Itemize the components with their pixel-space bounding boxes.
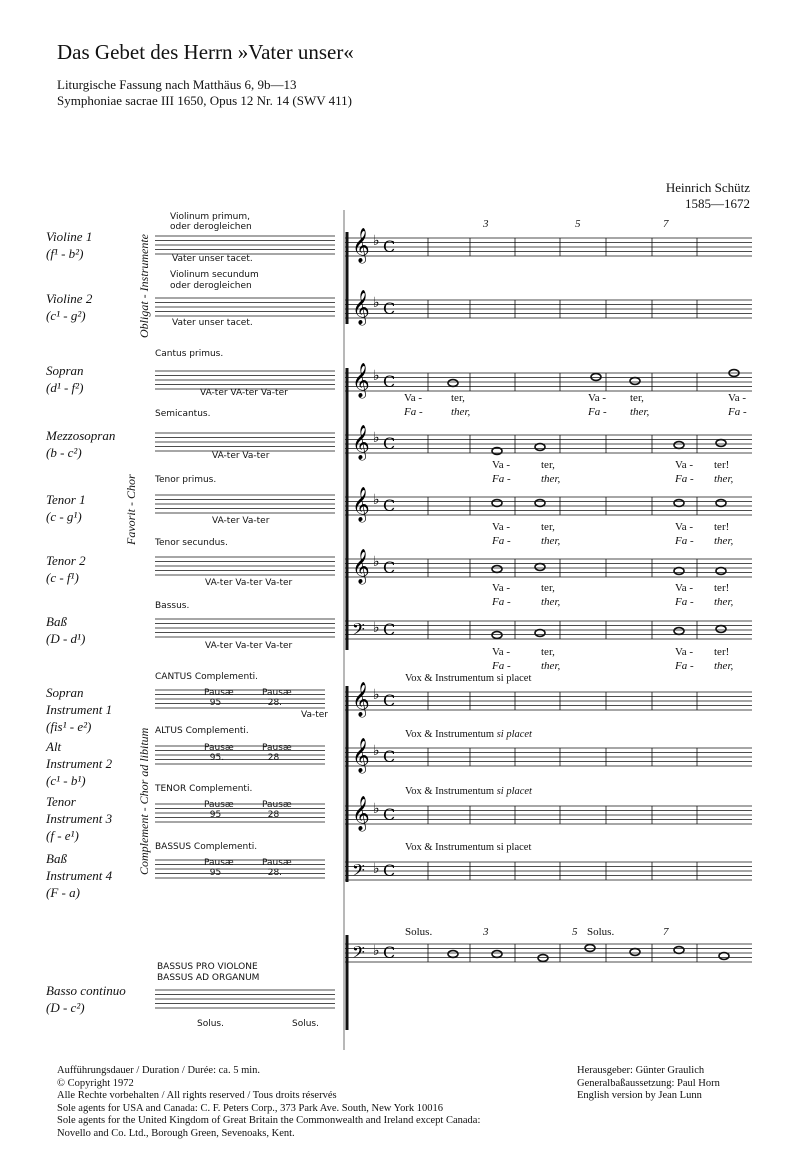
lyr-m-ther2: ther, bbox=[714, 473, 734, 485]
label-ins1: Sopran Instrument 1 (fis¹ - e²) bbox=[46, 685, 113, 734]
incipit-sopran: Cantus primus. bbox=[155, 349, 224, 359]
lyr-b-ter2: ter! bbox=[714, 646, 730, 658]
time-signature: C bbox=[383, 558, 396, 577]
lyr-t1-ter1: ter, bbox=[541, 521, 555, 533]
incipit-violin2: Violinum secundum bbox=[170, 270, 259, 280]
whole-note bbox=[674, 500, 684, 507]
treble-clef: 𝄞 bbox=[352, 290, 370, 325]
whole-note bbox=[538, 955, 548, 962]
time-signature: C bbox=[383, 747, 396, 766]
lyr-b-va1: Va - bbox=[492, 646, 511, 658]
label-sopran: Sopran (d¹ - f²) bbox=[46, 363, 84, 395]
label-mezzo: Mezzosopran (b - c²) bbox=[46, 428, 116, 460]
whole-note bbox=[448, 951, 458, 958]
whole-note bbox=[674, 628, 684, 635]
label-bass: Baß (D - d¹) bbox=[46, 614, 86, 646]
subtitle-source: Liturgische Fassung nach Matthäus 6, 9b—13 bbox=[57, 77, 297, 92]
treble-clef: 𝄞 bbox=[352, 549, 370, 584]
lyr-t2-va2: Va - bbox=[675, 582, 694, 594]
composer-name: Heinrich Schütz bbox=[665, 180, 750, 195]
label-tenor1: Tenor 1 (c - g¹) bbox=[46, 492, 86, 524]
pausae-ins1-b: Pausæ 28. bbox=[262, 688, 292, 708]
lyr-b-ter1: ter, bbox=[541, 646, 555, 658]
tacet-violin2: Vater unser tacet. bbox=[172, 318, 253, 328]
incipit-mezzo: Semicantus. bbox=[155, 409, 211, 419]
measure-7: 7 bbox=[663, 218, 669, 230]
whole-note bbox=[716, 626, 726, 633]
incipit-bc1: BASSUS PRO VIOLONE bbox=[157, 962, 258, 972]
label-tenor2: Tenor 2 (c - f¹) bbox=[46, 553, 86, 585]
vox-ins3: Vox & Instrumentum si placet bbox=[405, 786, 532, 797]
lyr-t2-ter1: ter, bbox=[541, 582, 555, 594]
old-lyric-ins1: Va-ter bbox=[301, 710, 328, 720]
label-bc: Basso continuo (D - c²) bbox=[46, 983, 126, 1015]
flat-sign: ♭ bbox=[373, 492, 380, 508]
time-signature: C bbox=[383, 943, 396, 962]
bass-clef: 𝄢 bbox=[352, 860, 365, 884]
treble-clef: 𝄞 bbox=[352, 425, 370, 460]
lyr-m-ter2: ter! bbox=[714, 459, 730, 471]
flat-sign: ♭ bbox=[373, 801, 380, 817]
time-signature: C bbox=[383, 372, 396, 391]
lyr-m-fa2: Fa - bbox=[675, 473, 694, 485]
bass-clef: 𝄢 bbox=[352, 942, 365, 966]
whole-note bbox=[448, 380, 458, 387]
lyr-t2-ter2: ter! bbox=[714, 582, 730, 594]
flat-sign: ♭ bbox=[373, 687, 380, 703]
time-signature: C bbox=[383, 434, 396, 453]
group-complement: Complement - Chor ad libitum bbox=[137, 727, 151, 875]
time-signature: C bbox=[383, 861, 396, 880]
lyr-s-ter2: ter, bbox=[630, 392, 644, 404]
lyr-t2-va1: Va - bbox=[492, 582, 511, 594]
bc-solus-1: Solus. bbox=[405, 926, 433, 938]
bc-solus-a: Solus. bbox=[197, 1019, 224, 1029]
vox-ins4: Vox & Instrumentum si placet bbox=[405, 842, 532, 853]
pausae-ins1-a: Pausæ 95 bbox=[204, 688, 234, 708]
incipit-ins2: ALTUS Complementi. bbox=[155, 726, 249, 736]
incipit-violin2b: oder derogleichen bbox=[170, 281, 252, 291]
old-lyric-bass: VA-ter Va-ter Va-ter bbox=[205, 641, 293, 651]
lyr-s-va2: Va - bbox=[588, 392, 607, 404]
lyr-t2-ther1: ther, bbox=[541, 596, 561, 608]
bc-measure-3: 3 bbox=[483, 926, 489, 938]
bc-solus-2: Solus. bbox=[587, 926, 615, 938]
subtitle-opus: Symphoniae sacrae III 1650, Opus 12 Nr. 14 (SWV 411) bbox=[57, 93, 352, 108]
incipit-ins1: CANTUS Complementi. bbox=[155, 672, 259, 682]
old-lyric-tenor1: VA-ter Va-ter bbox=[212, 516, 270, 526]
lyr-m-ther1: ther, bbox=[541, 473, 561, 485]
label-ins3: Tenor Instrument 3 (f - e¹) bbox=[46, 794, 113, 843]
measure-5: 5 bbox=[575, 218, 581, 230]
lyr-b-ther1: ther, bbox=[541, 660, 561, 672]
old-lyric-tenor2: VA-ter Va-ter Va-ter bbox=[205, 578, 293, 588]
lyr-t1-ther2: ther, bbox=[714, 535, 734, 547]
flat-sign: ♭ bbox=[373, 743, 380, 759]
label-violin2: Violine 2 (c¹ - g²) bbox=[46, 291, 93, 323]
whole-note bbox=[630, 378, 640, 385]
lyr-b-fa1: Fa - bbox=[492, 660, 511, 672]
lyr-m-va2: Va - bbox=[675, 459, 694, 471]
pausae-ins4-b: Pausæ 28. bbox=[262, 858, 292, 878]
treble-clef: 𝄞 bbox=[352, 228, 370, 263]
lyr-b-va2: Va - bbox=[675, 646, 694, 658]
whole-note bbox=[591, 374, 601, 381]
lyr-s-fa2: Fa - bbox=[588, 406, 607, 418]
whole-note bbox=[492, 500, 502, 507]
flat-sign: ♭ bbox=[373, 368, 380, 384]
flat-sign: ♭ bbox=[373, 554, 380, 570]
old-lyric-mezzo: VA-ter Va-ter bbox=[212, 451, 270, 461]
whole-note bbox=[535, 564, 545, 571]
label-ins4: Baß Instrument 4 (F - a) bbox=[46, 851, 113, 900]
whole-note bbox=[630, 949, 640, 956]
whole-note bbox=[492, 632, 502, 639]
lyr-t1-ter2: ter! bbox=[714, 521, 730, 533]
lyr-t1-ther1: ther, bbox=[541, 535, 561, 547]
incipit-tenor2: Tenor secundus. bbox=[155, 538, 228, 548]
time-signature: C bbox=[383, 237, 396, 256]
incipit-bc2: BASSUS AD ORGANUM bbox=[157, 973, 260, 983]
pausae-ins2-a: Pausæ 95. bbox=[204, 743, 234, 763]
label-violin1: Violine 1 (f¹ - b²) bbox=[46, 229, 93, 261]
lyr-s-va3: Va - bbox=[728, 392, 747, 404]
pausae-ins3-a: Pausæ 95 bbox=[204, 800, 234, 820]
lyr-t1-va2: Va - bbox=[675, 521, 694, 533]
tacet-violin1: Vater unser tacet. bbox=[172, 254, 253, 264]
treble-clef: 𝄞 bbox=[352, 487, 370, 522]
pausae-ins2-b: Pausæ 28 bbox=[262, 743, 292, 763]
whole-note bbox=[716, 440, 726, 447]
lyr-m-va1: Va - bbox=[492, 459, 511, 471]
time-signature: C bbox=[383, 620, 396, 639]
time-signature: C bbox=[383, 805, 396, 824]
flat-sign: ♭ bbox=[373, 861, 380, 877]
lyr-s-ther1: ther, bbox=[451, 406, 471, 418]
flat-sign: ♭ bbox=[373, 430, 380, 446]
whole-note bbox=[674, 568, 684, 575]
lyr-t1-fa1: Fa - bbox=[492, 535, 511, 547]
treble-clef: 𝄞 bbox=[352, 363, 370, 398]
treble-clef: 𝄞 bbox=[352, 738, 370, 773]
bc-measure-5: 5 bbox=[572, 926, 578, 938]
footer-left: Aufführungsdauer / Duration / Durée: ca. 5 min. © Copyright 1972 Alle Rechte vorbehalten / All rights reserved / Tous droits réservés Sole agents for USA and Canada: C. F. Peters Corp., 373 Park Ave. South, New York 10016 Sole agents for the United Kingdom of Great Britain the Commonwealth and Ireland except Canada: Novello and Co. Ltd., Borough Green, Sevenoaks, Kent. bbox=[57, 1065, 481, 1139]
incipit-bass: Bassus. bbox=[155, 601, 190, 611]
lyr-t2-fa1: Fa - bbox=[492, 596, 511, 608]
whole-note bbox=[585, 945, 595, 952]
composer-dates: 1585—1672 bbox=[685, 196, 750, 211]
footer-right: Herausgeber: Günter Graulich Generalbaßaussetzung: Paul Horn English version by Jean Lunn bbox=[577, 1065, 720, 1101]
incipit-ins3: TENOR Complementi. bbox=[155, 784, 253, 794]
page-title: Das Gebet des Herrn »Vater unser« bbox=[57, 40, 354, 64]
vox-ins1: Vox & Instrumentum si placet bbox=[405, 673, 532, 684]
whole-note bbox=[674, 947, 684, 954]
whole-note bbox=[535, 630, 545, 637]
measure-3: 3 bbox=[483, 218, 489, 230]
lyr-t1-fa2: Fa - bbox=[675, 535, 694, 547]
lyr-s-va1: Va - bbox=[404, 392, 423, 404]
bass-clef: 𝄢 bbox=[352, 619, 365, 643]
lyr-t1-va1: Va - bbox=[492, 521, 511, 533]
incipit-ins4: BASSUS Complementi. bbox=[155, 842, 258, 852]
pausae-ins3-b: Pausæ 28 bbox=[262, 800, 292, 820]
lyr-t2-fa2: Fa - bbox=[675, 596, 694, 608]
bc-solus-b: Solus. bbox=[292, 1019, 319, 1029]
time-signature: C bbox=[383, 299, 396, 318]
treble-clef: 𝄞 bbox=[352, 682, 370, 717]
group-obligat: Obligat - Instrumente bbox=[137, 234, 151, 338]
whole-note bbox=[716, 500, 726, 507]
whole-note bbox=[719, 953, 729, 960]
lyr-s-fa3: Fa - bbox=[728, 406, 747, 418]
lyr-b-fa2: Fa - bbox=[675, 660, 694, 672]
whole-note bbox=[716, 568, 726, 575]
old-lyric-sopran: VA-ter VA-ter Va-ter bbox=[200, 388, 288, 398]
flat-sign: ♭ bbox=[373, 620, 380, 636]
whole-note bbox=[535, 444, 545, 451]
vox-ins2: Vox & Instrumentum si placet bbox=[405, 729, 532, 740]
label-ins2: Alt Instrument 2 (c¹ - b¹) bbox=[46, 739, 113, 788]
pausae-ins4-a: Pausæ 95 bbox=[204, 858, 234, 878]
treble-clef: 𝄞 bbox=[352, 796, 370, 831]
flat-sign: ♭ bbox=[373, 233, 380, 249]
group-favorit: Favorit - Chor bbox=[124, 474, 138, 545]
whole-note bbox=[674, 442, 684, 449]
flat-sign: ♭ bbox=[373, 295, 380, 311]
lyr-b-ther2: ther, bbox=[714, 660, 734, 672]
incipit-tenor1: Tenor primus. bbox=[155, 475, 217, 485]
incipit-violin1b: oder derogleichen bbox=[170, 222, 252, 232]
lyr-t2-ther2: ther, bbox=[714, 596, 734, 608]
incipit-violin1: Violinum primum, bbox=[170, 212, 251, 222]
whole-note bbox=[492, 951, 502, 958]
lyr-s-ther2: ther, bbox=[630, 406, 650, 418]
time-signature: C bbox=[383, 496, 396, 515]
whole-note bbox=[535, 500, 545, 507]
flat-sign: ♭ bbox=[373, 943, 380, 959]
whole-note bbox=[492, 566, 502, 573]
lyr-m-ter1: ter, bbox=[541, 459, 555, 471]
time-signature: C bbox=[383, 691, 396, 710]
bc-measure-7: 7 bbox=[663, 926, 669, 938]
lyr-s-fa1: Fa - bbox=[404, 406, 423, 418]
lyr-m-fa1: Fa - bbox=[492, 473, 511, 485]
lyr-s-ter1: ter, bbox=[451, 392, 465, 404]
